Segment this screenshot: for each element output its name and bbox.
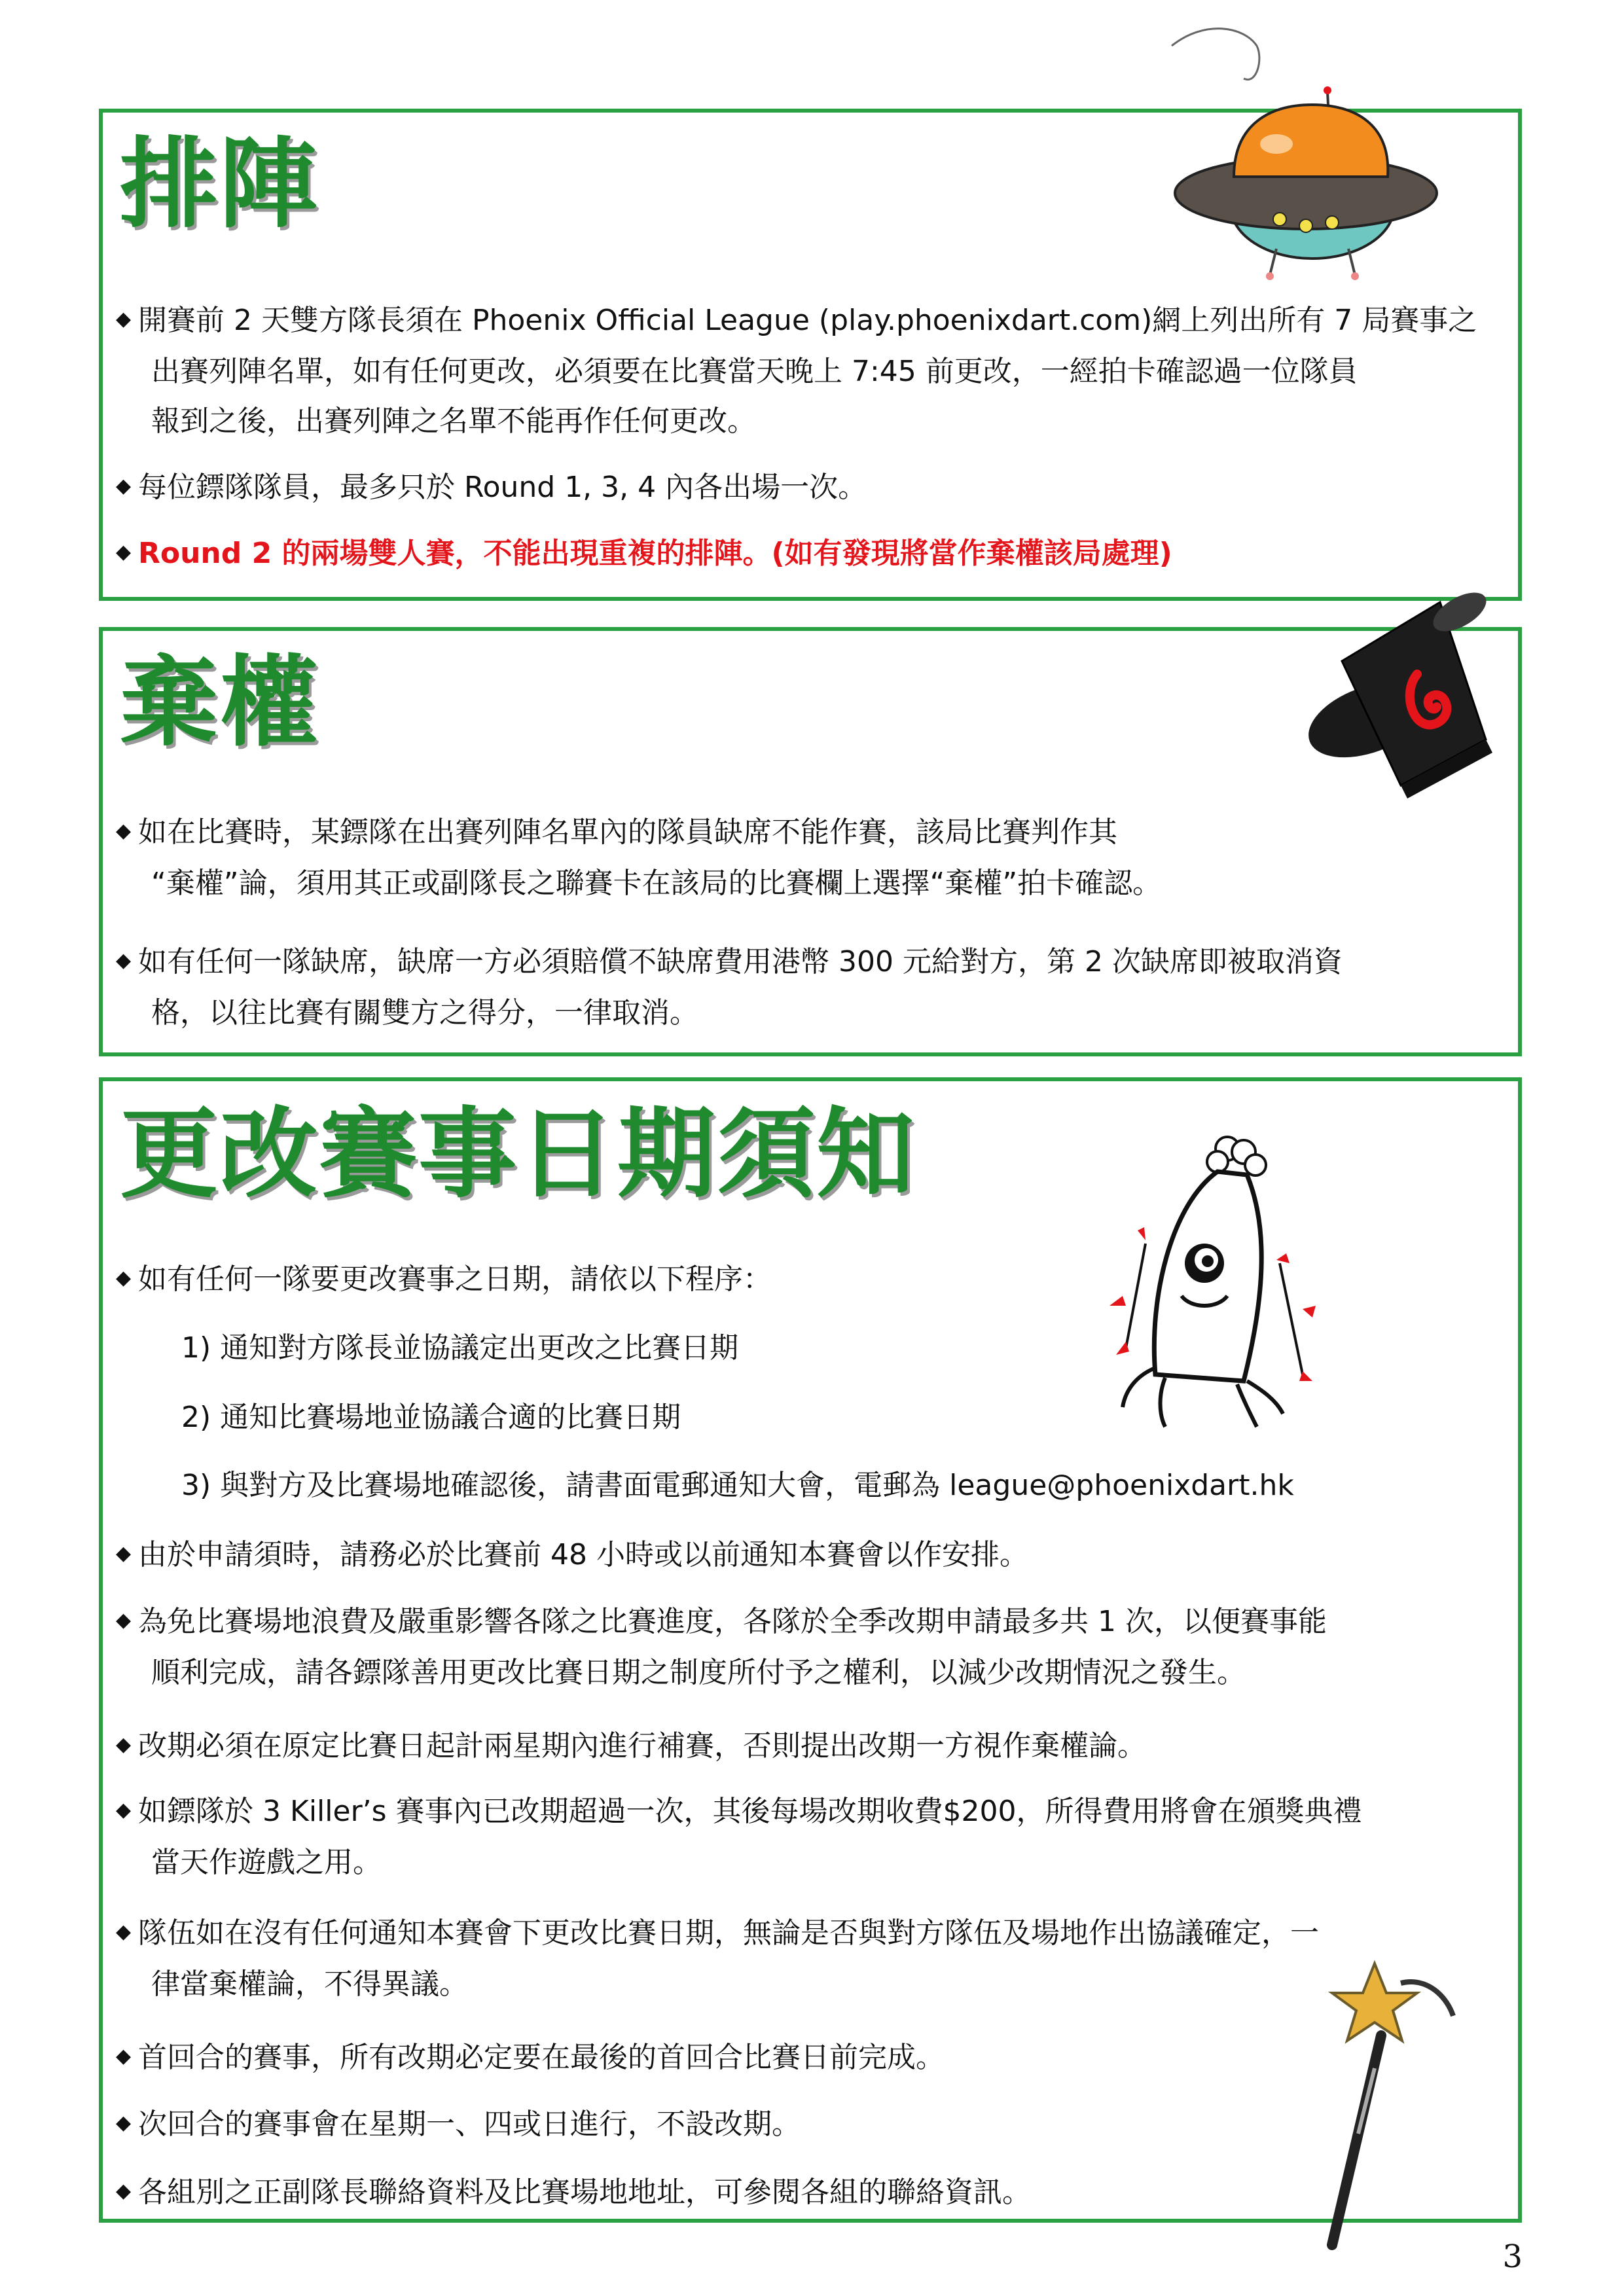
diamond-bullet-icon: ◆ bbox=[116, 308, 132, 331]
lineup-item-1: ◆ 開賽前 2 天雙方隊長須在 Phoenix Official League (play.phoenixdart.com)網上列出所有 7 局賽事之 出賽列陣名單，如有任何更改，必須要在比賽當天晚上 7:45 前更改，一經拍卡確認過一位隊員 報到之後，出賽列陣之名單不能再作任何更改。 bbox=[116, 296, 1504, 446]
diamond-bullet-icon: ◆ bbox=[116, 1799, 132, 1821]
reschedule-item-2: ◆ 為免比賽場地浪費及嚴重影響各隊之比賽進度，各隊於全季改期申請最多共 1 次，以便賽事能 順利完成，請各鏢隊善用更改比賽日期之制度所付予之權利，以減少改期情況之發生。 bbox=[116, 1597, 1504, 1698]
page-number: 3 bbox=[1502, 2238, 1523, 2275]
reschedule-item-6: ◆ 首回合的賽事，所有改期必定要在最後的首回合比賽日前完成。 bbox=[116, 2033, 1504, 2084]
forfeit-item-2: ◆ 如有任何一隊缺席，缺席一方必須賠償不缺席費用港幣 300 元給對方，第 2 次缺席即被取消資 格，以往比賽有關雙方之得分，一律取消。 bbox=[116, 937, 1504, 1038]
diamond-bullet-icon: ◆ bbox=[116, 1733, 132, 1756]
reschedule-step-2: 2) 通知比賽場地並協議合適的比賽日期 bbox=[181, 1401, 681, 1434]
diamond-bullet-icon: ◆ bbox=[116, 1920, 132, 1943]
dart-rocket-illustration bbox=[1087, 1132, 1322, 1440]
reschedule-item-1: ◆ 由於申請須時，請務必於比賽前 48 小時或以前通知本賽會以作安排。 bbox=[116, 1530, 1504, 1581]
ufo-illustration bbox=[1165, 20, 1440, 281]
lineup-title: 排陣 bbox=[120, 128, 319, 242]
diamond-bullet-icon: ◆ bbox=[116, 1542, 132, 1565]
forfeit-title: 棄權 bbox=[120, 646, 319, 760]
top-hat-illustration bbox=[1303, 589, 1499, 805]
reschedule-item-4: ◆ 如鏢隊於 3 Killer’s 賽事內已改期超過一次，其後每場改期收費$200，所得費用將會在頒獎典禮 當天作遊戲之用。 bbox=[116, 1787, 1504, 1888]
reschedule-step-1: 1) 通知對方隊長並協議定出更改之比賽日期 bbox=[181, 1331, 739, 1365]
diamond-bullet-icon: ◆ bbox=[116, 1266, 132, 1289]
reschedule-title: 更改賽事日期須知 bbox=[120, 1098, 916, 1211]
diamond-bullet-icon: ◆ bbox=[116, 2179, 132, 2202]
diamond-bullet-icon: ◆ bbox=[116, 949, 132, 972]
lineup-item-3 bbox=[116, 529, 1504, 580]
diamond-bullet-icon: ◆ bbox=[116, 2111, 132, 2134]
magic-wand-illustration bbox=[1303, 1957, 1473, 2265]
reschedule-item-3: ◆ 改期必須在原定比賽日起計兩星期內進行補賽，否則提出改期一方視作棄權論。 bbox=[116, 1721, 1504, 1772]
diamond-bullet-icon: ◆ bbox=[116, 541, 132, 564]
reschedule-item-7: ◆ 次回合的賽事會在星期一、四或日進行，不設改期。 bbox=[116, 2100, 1504, 2151]
diamond-bullet-icon: ◆ bbox=[116, 475, 132, 497]
lineup-item-2: ◆ 每位鏢隊隊員，最多只於 Round 1, 3, 4 內各出場一次。 bbox=[116, 463, 1504, 514]
forfeit-item-1: ◆ 如在比賽時，某鏢隊在出賽列陣名單內的隊員缺席不能作賽，該局比賽判作其 “棄權”論，須用其正或副隊長之聯賽卡在該局的比賽欄上選擇“棄權”拍卡確認。 bbox=[116, 808, 1504, 908]
duplicate-lineup-warning: Round 2 的兩場雙人賽，不能出現重複的排陣。(如有發現將當作棄權該局處理) bbox=[138, 537, 1172, 570]
reschedule-intro: ◆ 如有任何一隊要更改賽事之日期，請依以下程序： bbox=[116, 1255, 1504, 1306]
diamond-bullet-icon: ◆ bbox=[116, 819, 132, 842]
reschedule-item-8: ◆ 各組別之正副隊長聯絡資料及比賽場地地址，可參閱各組的聯絡資訊。 bbox=[116, 2168, 1504, 2219]
reschedule-step-3: 3) 與對方及比賽場地確認後，請書面電郵通知大會，電郵為 league@phoenixdart.hk bbox=[181, 1469, 1294, 1502]
diamond-bullet-icon: ◆ bbox=[116, 2045, 132, 2068]
diamond-bullet-icon: ◆ bbox=[116, 1609, 132, 1632]
reschedule-item-5: ◆ 隊伍如在沒有任何通知本賽會下更改比賽日期，無論是否與對方隊伍及場地作出協議確定，一 律當棄權論，不得異議。 bbox=[116, 1909, 1504, 2009]
